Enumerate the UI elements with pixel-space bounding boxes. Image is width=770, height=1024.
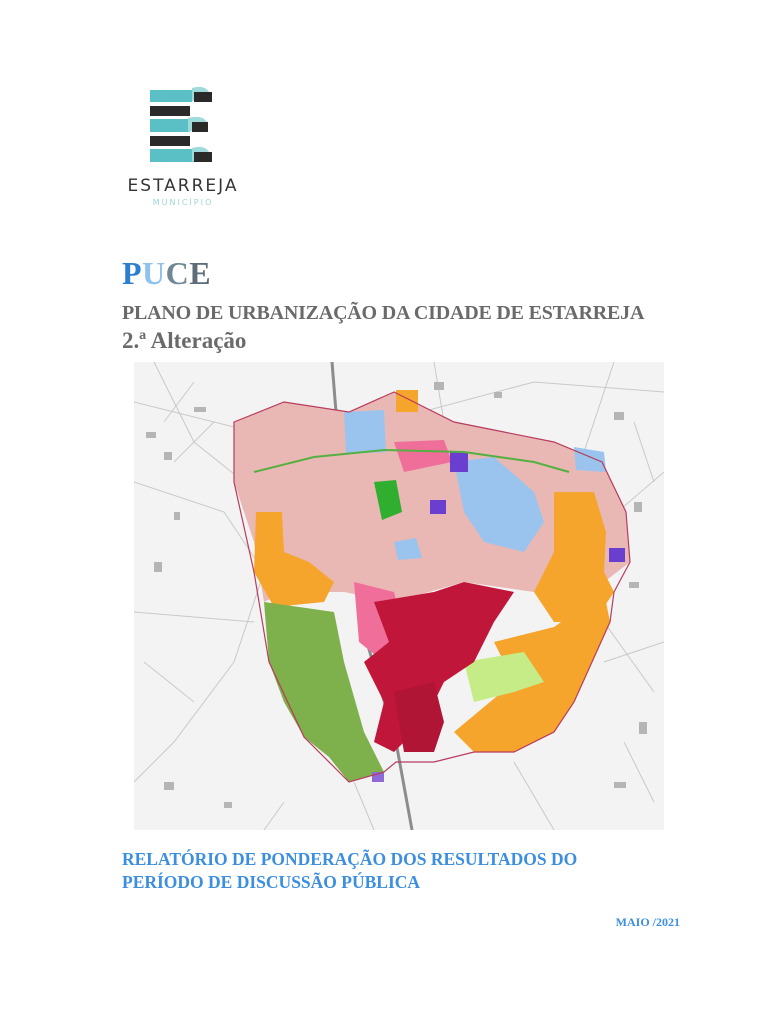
- report-date: MAIO /2021: [615, 915, 680, 929]
- zone-purple-1: [450, 452, 468, 472]
- report-title: [122, 848, 577, 894]
- estarreja-e-mark-icon: [148, 86, 214, 168]
- zone-expansion-north: [396, 390, 418, 412]
- acronym-letter: C: [165, 255, 190, 291]
- plan-acronym: [122, 255, 211, 291]
- zone-equipment-north: [344, 410, 386, 454]
- zone-purple-2: [430, 500, 446, 514]
- acronym-letter: P: [122, 255, 143, 291]
- amendment-label: 2.ª Alteração: [122, 328, 247, 353]
- report-title-line2: PERÍODO DE DISCUSSÃO PÚBLICA: [122, 872, 421, 892]
- plan-title: PLANO DE URBANIZAÇÃO DA CIDADE DE ESTARREJA: [122, 302, 645, 324]
- report-title-line1: RELATÓRIO DE PONDERAÇÃO DOS RESULTADOS DO: [122, 849, 578, 869]
- zoning-map: [134, 362, 664, 830]
- logo-name: ESTARREJA: [127, 176, 239, 196]
- acronym-letter: E: [189, 255, 212, 291]
- estarreja-logo: [118, 84, 248, 214]
- logo-subtitle: MUNICÍPIO: [152, 198, 214, 207]
- zone-purple-3: [609, 548, 625, 562]
- acronym-letter: U: [142, 255, 166, 291]
